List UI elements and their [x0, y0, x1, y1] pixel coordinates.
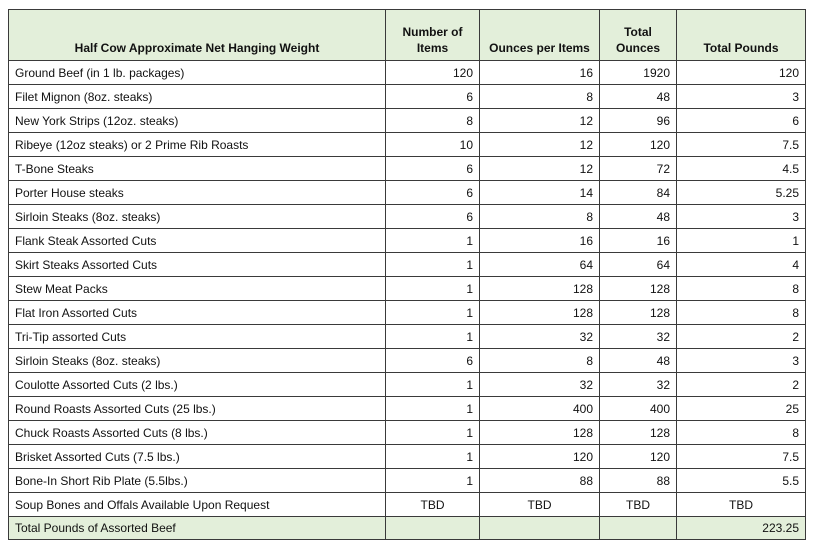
item-name-cell: Sirloin Steaks (8oz. steaks) — [9, 349, 386, 373]
table-row — [9, 397, 806, 421]
header-number-of-items: Number of Items — [386, 10, 480, 61]
ounces-per-item-cell: 400 — [480, 397, 600, 421]
total-value: 223.25 — [677, 517, 806, 540]
table-row — [9, 85, 806, 109]
total-ounces-cell: 128 — [600, 277, 677, 301]
ounces-per-item-cell: 14 — [480, 181, 600, 205]
total-ounces-cell: 32 — [600, 373, 677, 397]
total-pounds-cell: 6 — [677, 109, 806, 133]
item-name-cell: Coulotte Assorted Cuts (2 lbs.) — [9, 373, 386, 397]
ounces-per-item-cell: 120 — [480, 445, 600, 469]
ounces-per-item-cell: 88 — [480, 469, 600, 493]
total-pounds-cell: 2 — [677, 325, 806, 349]
table-row — [9, 325, 806, 349]
header-ounces-per-item: Ounces per Items — [480, 10, 600, 61]
total-empty-cell — [386, 517, 480, 540]
total-pounds-cell: 3 — [677, 205, 806, 229]
item-name-cell: Chuck Roasts Assorted Cuts (8 lbs.) — [9, 421, 386, 445]
ounces-per-item-cell: 8 — [480, 205, 600, 229]
total-ounces-cell: 88 — [600, 469, 677, 493]
total-label: Total Pounds of Assorted Beef — [9, 517, 386, 540]
header-total-ounces: Total Ounces — [600, 10, 677, 61]
number-of-items-cell: 6 — [386, 85, 480, 109]
item-name-cell: Soup Bones and Offals Available Upon Request — [9, 493, 386, 517]
item-name-cell: Skirt Steaks Assorted Cuts — [9, 253, 386, 277]
total-pounds-cell: 1 — [677, 229, 806, 253]
table-row — [9, 157, 806, 181]
item-name-cell: Sirloin Steaks (8oz. steaks) — [9, 205, 386, 229]
table-row — [9, 181, 806, 205]
number-of-items-cell: 1 — [386, 253, 480, 277]
total-pounds-cell: 2 — [677, 373, 806, 397]
total-pounds-cell: 25 — [677, 397, 806, 421]
header-total-pounds: Total Pounds — [677, 10, 806, 61]
number-of-items-cell: 1 — [386, 277, 480, 301]
item-name-cell: Brisket Assorted Cuts (7.5 lbs.) — [9, 445, 386, 469]
item-name-cell: T-Bone Steaks — [9, 157, 386, 181]
table-row — [9, 493, 806, 517]
number-of-items-cell: 1 — [386, 469, 480, 493]
total-ounces-cell: 128 — [600, 301, 677, 325]
total-ounces-cell: TBD — [600, 493, 677, 517]
table-row — [9, 421, 806, 445]
total-pounds-cell: 4 — [677, 253, 806, 277]
total-ounces-cell: 96 — [600, 109, 677, 133]
number-of-items-cell: 6 — [386, 205, 480, 229]
table-body — [9, 61, 806, 517]
total-pounds-cell: 7.5 — [677, 133, 806, 157]
number-of-items-cell: TBD — [386, 493, 480, 517]
total-pounds-cell: 3 — [677, 349, 806, 373]
total-pounds-cell: 8 — [677, 277, 806, 301]
table-row — [9, 133, 806, 157]
total-ounces-cell: 1920 — [600, 61, 677, 85]
number-of-items-cell: 6 — [386, 157, 480, 181]
total-pounds-cell: 5.25 — [677, 181, 806, 205]
item-name-cell: New York Strips (12oz. steaks) — [9, 109, 386, 133]
number-of-items-cell: 1 — [386, 397, 480, 421]
table-row — [9, 109, 806, 133]
table-row — [9, 253, 806, 277]
ounces-per-item-cell: 64 — [480, 253, 600, 277]
total-pounds-cell: 120 — [677, 61, 806, 85]
total-row — [9, 517, 806, 540]
number-of-items-cell: 8 — [386, 109, 480, 133]
table-container — [8, 9, 806, 540]
ounces-per-item-cell: 8 — [480, 85, 600, 109]
total-ounces-cell: 48 — [600, 85, 677, 109]
total-pounds-cell: 4.5 — [677, 157, 806, 181]
ounces-per-item-cell: 128 — [480, 301, 600, 325]
ounces-per-item-cell: 16 — [480, 229, 600, 253]
ounces-per-item-cell: 12 — [480, 157, 600, 181]
ounces-per-item-cell: 16 — [480, 61, 600, 85]
total-ounces-cell: 64 — [600, 253, 677, 277]
table-row — [9, 301, 806, 325]
header-row — [9, 10, 806, 61]
number-of-items-cell: 1 — [386, 229, 480, 253]
ounces-per-item-cell: 12 — [480, 133, 600, 157]
table-row — [9, 277, 806, 301]
number-of-items-cell: 6 — [386, 349, 480, 373]
ounces-per-item-cell: 128 — [480, 421, 600, 445]
total-ounces-cell: 32 — [600, 325, 677, 349]
table-row — [9, 373, 806, 397]
total-ounces-cell: 400 — [600, 397, 677, 421]
number-of-items-cell: 1 — [386, 301, 480, 325]
beef-cuts-table — [8, 9, 806, 540]
table-row — [9, 469, 806, 493]
item-name-cell: Tri-Tip assorted Cuts — [9, 325, 386, 349]
table-row — [9, 61, 806, 85]
number-of-items-cell: 6 — [386, 181, 480, 205]
ounces-per-item-cell: TBD — [480, 493, 600, 517]
item-name-cell: Flank Steak Assorted Cuts — [9, 229, 386, 253]
ounces-per-item-cell: 128 — [480, 277, 600, 301]
total-pounds-cell: 5.5 — [677, 469, 806, 493]
total-ounces-cell: 72 — [600, 157, 677, 181]
total-pounds-cell: TBD — [677, 493, 806, 517]
number-of-items-cell: 10 — [386, 133, 480, 157]
item-name-cell: Flat Iron Assorted Cuts — [9, 301, 386, 325]
ounces-per-item-cell: 32 — [480, 325, 600, 349]
item-name-cell: Filet Mignon (8oz. steaks) — [9, 85, 386, 109]
number-of-items-cell: 1 — [386, 325, 480, 349]
total-empty-cell — [600, 517, 677, 540]
ounces-per-item-cell: 8 — [480, 349, 600, 373]
total-pounds-cell: 8 — [677, 301, 806, 325]
header-item: Half Cow Approximate Net Hanging Weight — [9, 10, 386, 61]
table-row — [9, 205, 806, 229]
total-ounces-cell: 128 — [600, 421, 677, 445]
item-name-cell: Porter House steaks — [9, 181, 386, 205]
number-of-items-cell: 120 — [386, 61, 480, 85]
total-ounces-cell: 120 — [600, 133, 677, 157]
item-name-cell: Stew Meat Packs — [9, 277, 386, 301]
total-ounces-cell: 84 — [600, 181, 677, 205]
item-name-cell: Bone-In Short Rib Plate (5.5lbs.) — [9, 469, 386, 493]
total-pounds-cell: 7.5 — [677, 445, 806, 469]
total-empty-cell — [480, 517, 600, 540]
total-ounces-cell: 48 — [600, 205, 677, 229]
number-of-items-cell: 1 — [386, 445, 480, 469]
total-pounds-cell: 3 — [677, 85, 806, 109]
ounces-per-item-cell: 32 — [480, 373, 600, 397]
total-ounces-cell: 120 — [600, 445, 677, 469]
total-ounces-cell: 16 — [600, 229, 677, 253]
ounces-per-item-cell: 12 — [480, 109, 600, 133]
number-of-items-cell: 1 — [386, 373, 480, 397]
total-ounces-cell: 48 — [600, 349, 677, 373]
number-of-items-cell: 1 — [386, 421, 480, 445]
table-row — [9, 229, 806, 253]
item-name-cell: Ribeye (12oz steaks) or 2 Prime Rib Roasts — [9, 133, 386, 157]
item-name-cell: Round Roasts Assorted Cuts (25 lbs.) — [9, 397, 386, 421]
item-name-cell: Ground Beef (in 1 lb. packages) — [9, 61, 386, 85]
table-row — [9, 445, 806, 469]
total-pounds-cell: 8 — [677, 421, 806, 445]
table-row — [9, 349, 806, 373]
